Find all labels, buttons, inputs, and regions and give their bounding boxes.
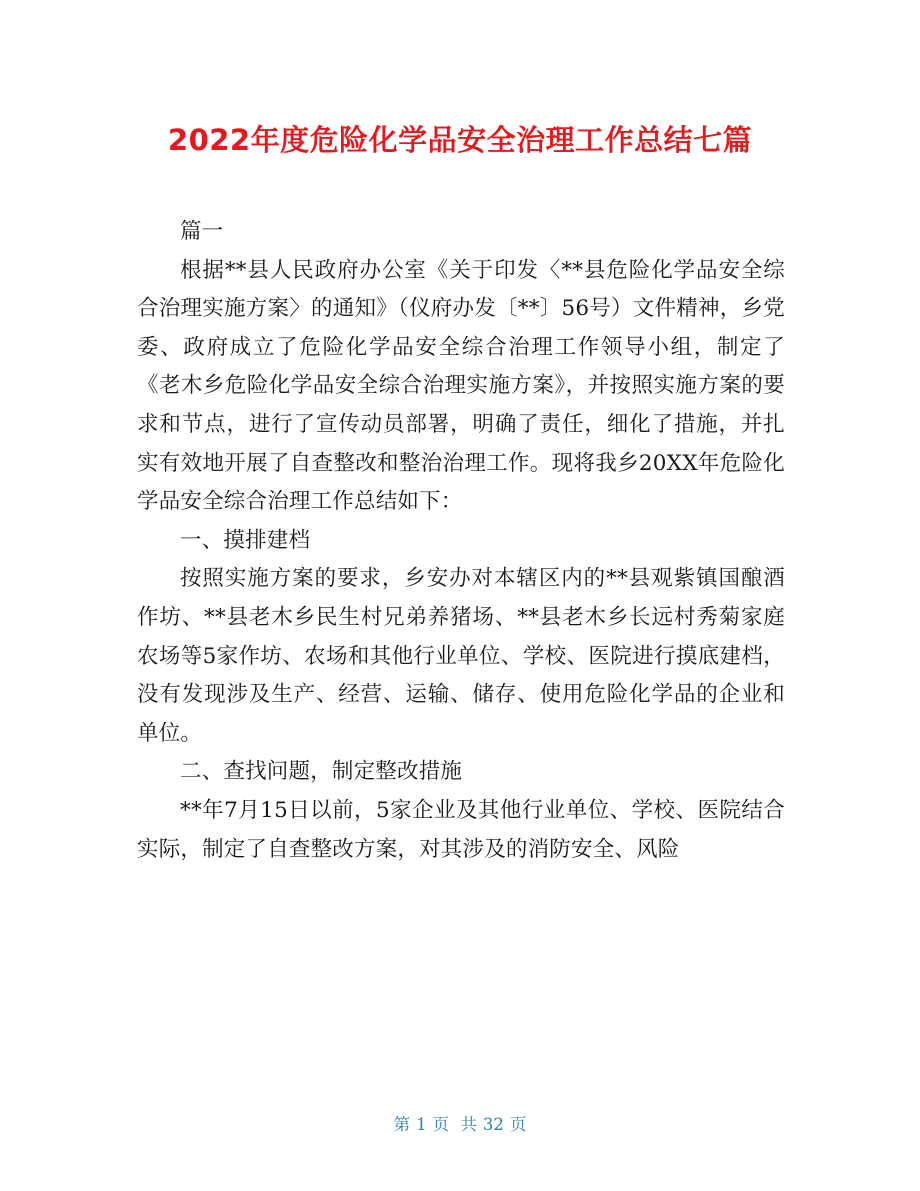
footer-label-page: 第 (393, 1115, 411, 1134)
page-footer (0, 1112, 920, 1138)
footer-current-page: 1 (416, 1115, 427, 1134)
paragraph-intro: 根据**县人民政府办公室《关于印发〈**县危险化学品安全综合治理实施方案〉的通知》（仪府办发〔**〕56号）文件精神，乡党委、政府成立了危险化学品安全综合治理工作领导小组，制定了《老木乡危险化学品安全综合治理实施方案》，并按照实施方案的要求和节点，进行了宣传动员部署，明确了责任，细化了措施，并扎实有效地开展了自查整改和整治治理工作。现将我乡20XX年危险化学品安全综合治理工作总结如下： (137, 257, 785, 515)
footer-label-end: 页 (509, 1115, 527, 1134)
section-heading-part-one: 篇一 (180, 219, 224, 244)
footer-label-of: 页 共 (432, 1115, 477, 1134)
document-body (137, 213, 785, 869)
footer-total-pages: 32 (482, 1115, 504, 1134)
section-heading-investigation: 一、摸排建档 (180, 527, 311, 553)
section-heading-problems: 二、查找问题，制定整改措施 (180, 759, 463, 785)
paragraph-investigation: 按照实施方案的要求，乡安办对本辖区内的**县观紫镇国酿酒作坊、**县老木乡民生村兄弟养猪场、**县老木乡长远村秀菊家庭农场等5家作坊、农场和其他行业单位、学校、医院进行摸底建档，没有发现涉及生产、经营、运输、储存、使用危险化学品的企业和单位。 (137, 566, 785, 746)
document-title: 2022年度危险化学品安全治理工作总结七篇 (167, 123, 753, 157)
paragraph-problems: **年7月15日以前，5家企业及其他行业单位、学校、医院结合实际，制定了自查整改方案，对其涉及的消防安全、风险 (137, 797, 785, 862)
